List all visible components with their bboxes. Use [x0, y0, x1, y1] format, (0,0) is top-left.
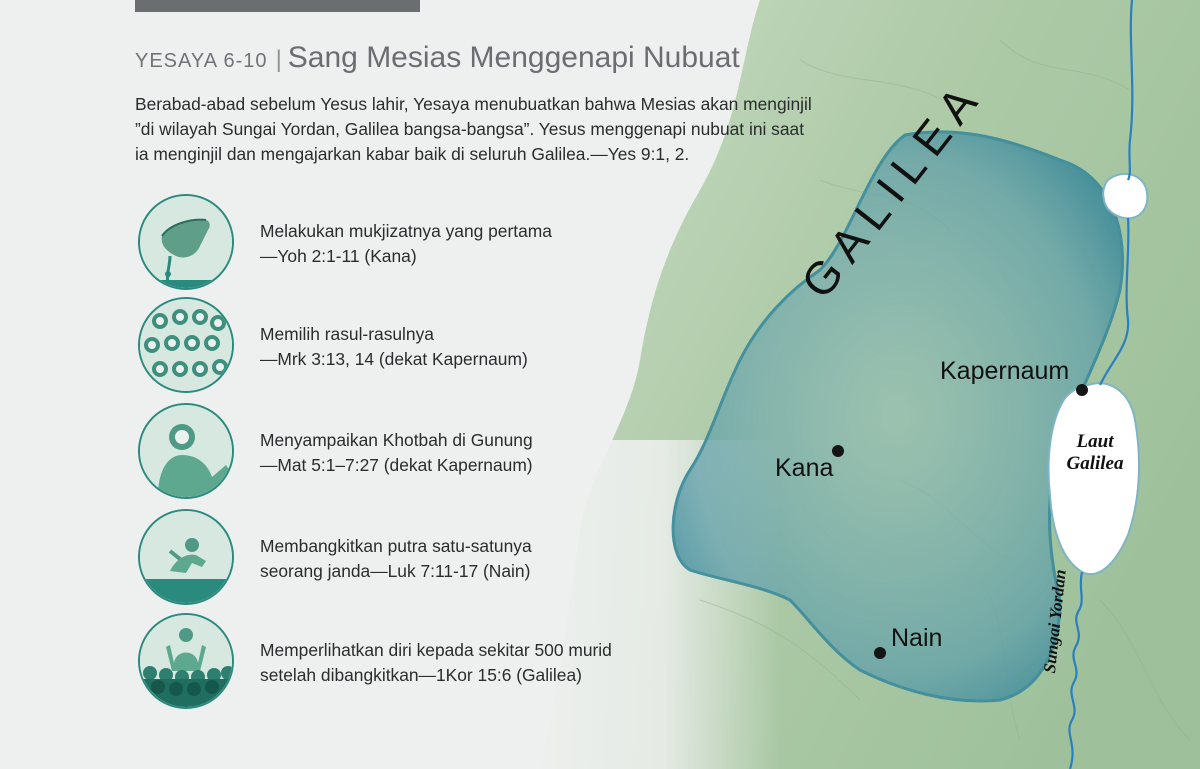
event-reference: seorang janda—Luk 7:11-17 (Nain): [260, 561, 531, 581]
event-reference: —Mat 5:1–7:27 (dekat Kapernaum): [260, 455, 533, 475]
town-marker-nain: [874, 647, 886, 659]
event-description: Menyampaikan Khotbah di Gunung: [260, 430, 533, 450]
town-marker-kapernaum: [1076, 384, 1088, 396]
event-raise-widow-son: [138, 509, 698, 605]
event-reference: —Yoh 2:1-11 (Kana): [260, 246, 417, 266]
event-description: Membangkitkan putra satu-satunya: [260, 536, 532, 556]
event-text: [260, 638, 612, 688]
preaching-jesus-icon: [138, 403, 234, 499]
event-text: [260, 428, 533, 478]
intro-line-1: Berabad-abad sebelum Yesus lahir, Yesaya menubuatkan bahwa Mesias akan menginjil: [135, 94, 812, 114]
page-header: [135, 41, 740, 75]
crowd-icon: [138, 613, 234, 709]
event-text: [260, 322, 528, 372]
water-jar-icon: [138, 194, 234, 290]
event-reference: —Mrk 3:13, 14 (dekat Kapernaum): [260, 349, 528, 369]
lake-label-line-2: Galilea: [1066, 453, 1124, 474]
town-label-kana: Kana: [775, 454, 834, 482]
town-marker-kana: [832, 445, 844, 457]
page-title: Sang Mesias Menggenapi Nubuat: [287, 41, 740, 74]
event-text: [260, 219, 552, 269]
event-description: Melakukan mukjizatnya yang pertama: [260, 221, 552, 241]
intro-paragraph: [135, 92, 870, 167]
rising-son-icon: [138, 509, 234, 605]
apostles-faces-icon: [138, 297, 234, 393]
scripture-reference: YESAYA 6-10: [135, 50, 268, 72]
event-appears-to-500: [138, 613, 698, 709]
lake-label: [1063, 431, 1127, 475]
event-text: [260, 534, 532, 584]
event-description: Memperlihatkan diri kepada sekitar 500 murid: [260, 640, 612, 660]
event-first-miracle: [138, 194, 698, 290]
lake-huleh: [1103, 174, 1147, 218]
top-bar: [135, 0, 420, 12]
event-choose-apostles: [138, 297, 698, 393]
header-separator: |: [275, 46, 282, 73]
event-reference: setelah dibangkitkan—1Kor 15:6 (Galilea): [260, 665, 582, 685]
town-label-kapernaum: Kapernaum: [940, 357, 1070, 385]
town-label-nain: Nain: [891, 624, 943, 652]
intro-line-3: ia menginjil dan mengajarkan kabar baik di seluruh Galilea.—Yes 9:1, 2.: [135, 144, 690, 164]
lake-label-line-1: Laut: [1076, 431, 1114, 452]
river-label-jordan: Sungai Yordan: [1040, 568, 1070, 674]
event-description: Memilih rasul-rasulnya: [260, 324, 434, 344]
event-sermon-on-mount: [138, 403, 698, 499]
region-label-galilea: GALILEA: [790, 69, 993, 308]
intro-line-2: ”di wilayah Sungai Yordan, Galilea bangsa-bangsa”. Yesus menggenapi nubuat ini saat: [135, 119, 805, 139]
